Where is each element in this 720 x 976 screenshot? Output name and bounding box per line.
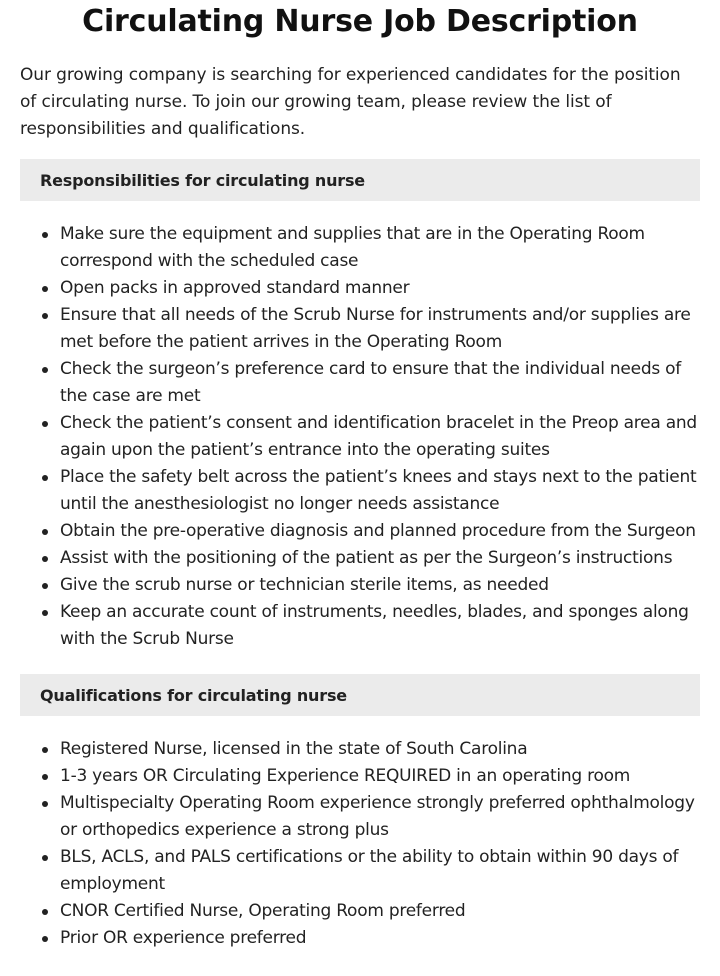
bullet-icon (42, 367, 48, 373)
list-item (20, 844, 700, 898)
bullet-icon (42, 529, 48, 535)
list-item-text: Make sure the equipment and supplies that are in the Operating Room correspond with the scheduled case (60, 224, 645, 271)
responsibilities-heading: Responsibilities for circulating nurse (20, 159, 700, 201)
list-item (20, 763, 700, 790)
list-item-text: Obtain the pre-operative diagnosis and planned procedure from the Surgeon (60, 521, 696, 541)
list-item (20, 925, 700, 952)
list-item-text: Multispecialty Operating Room experience strongly preferred ophthalmology or orthopedics experience a strong plus (60, 793, 695, 840)
list-item-text: Open packs in approved standard manner (60, 278, 410, 298)
responsibilities-list (20, 221, 700, 653)
bullet-icon (42, 801, 48, 807)
list-item-text: Give the scrub nurse or technician sterile items, as needed (60, 575, 549, 595)
qualifications-heading: Qualifications for circulating nurse (20, 674, 700, 716)
list-item-text: Assist with the positioning of the patient as per the Surgeon’s instructions (60, 548, 673, 568)
list-item-text: Keep an accurate count of instruments, needles, blades, and sponges along with the Scrub Nurse (60, 602, 689, 649)
bullet-icon (42, 774, 48, 780)
bullet-icon (42, 232, 48, 238)
list-item-text: BLS, ACLS, and PALS certifications or the ability to obtain within 90 days of employment (60, 847, 679, 894)
qualifications-list (20, 736, 700, 952)
list-item (20, 790, 700, 844)
bullet-icon (42, 909, 48, 915)
list-item-text: Place the safety belt across the patient’s knees and stays next to the patient until the anesthesiologist no longer needs assistance (60, 467, 697, 514)
bullet-icon (42, 855, 48, 861)
list-item (20, 356, 700, 410)
list-item (20, 545, 700, 572)
bullet-icon (42, 583, 48, 589)
list-item (20, 572, 700, 599)
bullet-icon (42, 313, 48, 319)
bullet-icon (42, 475, 48, 481)
bullet-icon (42, 747, 48, 753)
list-item (20, 464, 700, 518)
page-title: Circulating Nurse Job Description (82, 4, 638, 39)
list-item (20, 518, 700, 545)
qualifications-section (20, 674, 700, 952)
responsibilities-section (20, 159, 700, 653)
list-item-text: Check the patient’s consent and identification bracelet in the Preop area and again upon the patient’s entrance into the operating suites (60, 413, 697, 460)
list-item-text: Check the surgeon’s preference card to ensure that the individual needs of the case are met (60, 359, 682, 406)
list-item (20, 410, 700, 464)
intro-paragraph: Our growing company is searching for experienced candidates for the position of circulating nurse. To join our growing team, please review the list of responsibilities and qualifications. (20, 65, 681, 139)
bullet-icon (42, 421, 48, 427)
bullet-icon (42, 556, 48, 562)
list-item (20, 736, 700, 763)
list-item-text: Ensure that all needs of the Scrub Nurse for instruments and/or supplies are met before the patient arrives in the Operating Room (60, 305, 691, 352)
bullet-icon (42, 936, 48, 942)
list-item (20, 221, 700, 275)
list-item-text: CNOR Certified Nurse, Operating Room preferred (60, 901, 466, 921)
bullet-icon (42, 610, 48, 616)
list-item (20, 275, 700, 302)
bullet-icon (42, 286, 48, 292)
list-item-text: Prior OR experience preferred (60, 928, 307, 948)
list-item (20, 898, 700, 925)
list-item (20, 302, 700, 356)
list-item-text: 1-3 years OR Circulating Experience REQUIRED in an operating room (60, 766, 631, 786)
list-item-text: Registered Nurse, licensed in the state of South Carolina (60, 739, 528, 759)
list-item (20, 599, 700, 653)
